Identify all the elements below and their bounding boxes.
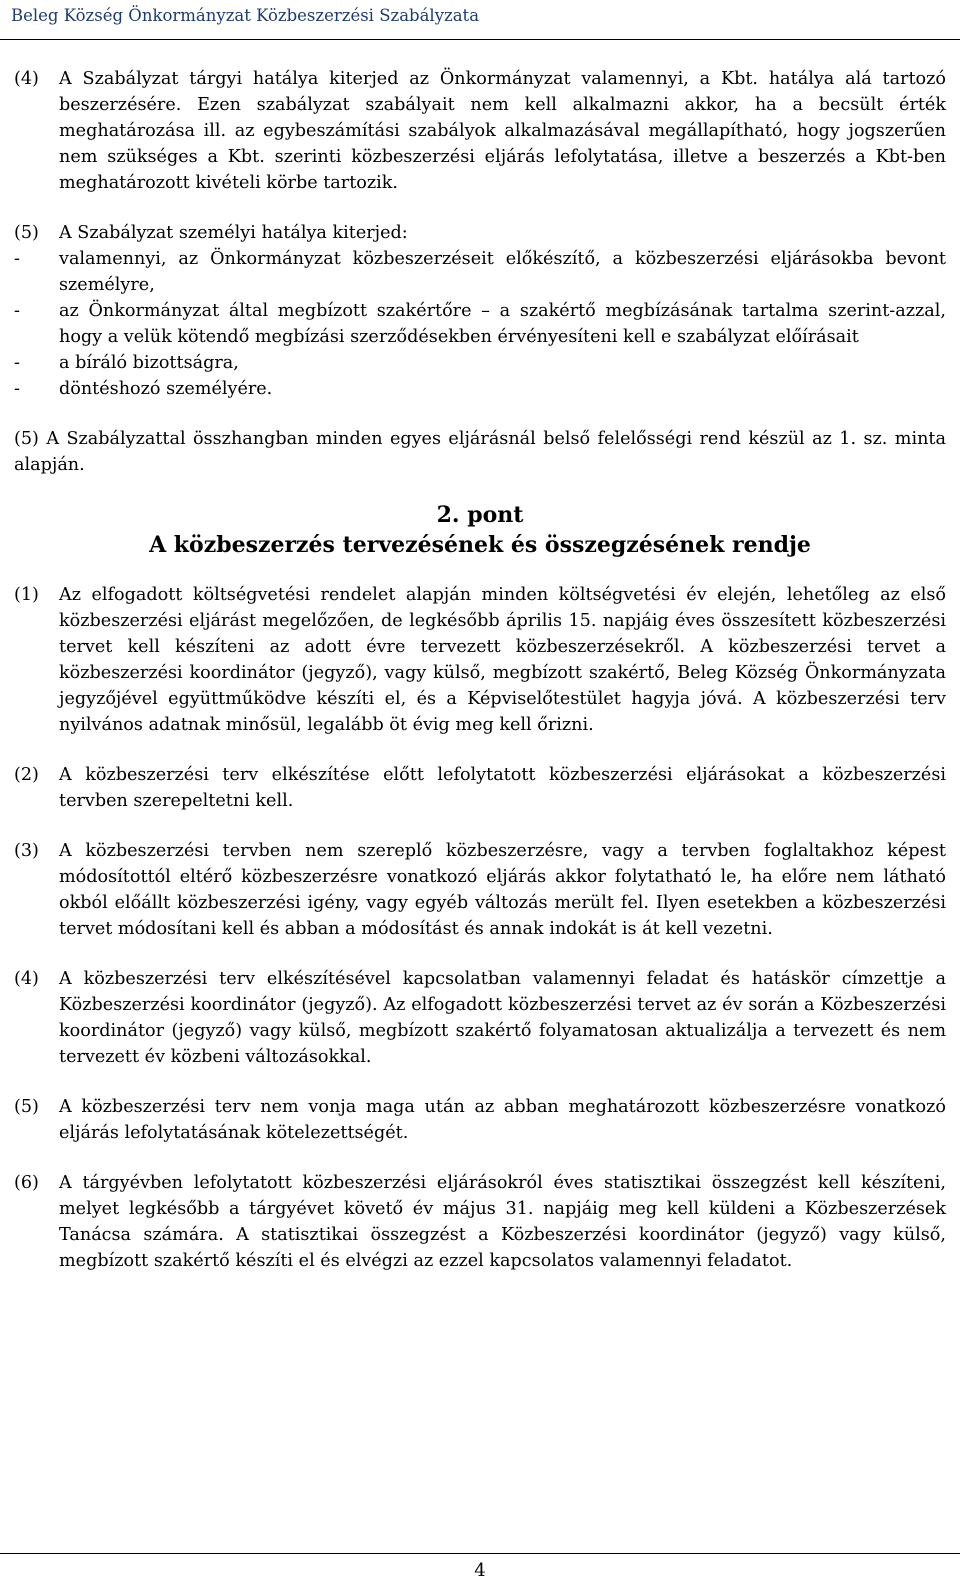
paragraph-number: (5) xyxy=(14,223,39,243)
page-number: 4 xyxy=(474,1560,486,1581)
paragraph-number: (6) xyxy=(14,1173,39,1193)
list-dash: - xyxy=(14,249,20,269)
section-title: A közbeszerzés tervezésének és összegzésének rendje xyxy=(149,532,811,558)
paragraph-text: A közbeszerzési tervben nem szereplő közbeszerzésre, vagy a tervben foglaltakhoz képest módosítottól eltérő közbeszerzésre vonatkozó eljárás akkor folytatható le, ha előre nem látható okból előállt közbeszerzési igény, vagy egyéb változás merült fel. Ilyen esetekben a közbeszerzési tervet módosítani kell és abban a módosítást és annak indokát is át kell vezetni. xyxy=(59,841,946,939)
list-item-text: valamennyi, az Önkormányzat közbeszerzéseit előkészítő, a közbeszerzési eljárásokba bevont személyre, xyxy=(59,249,946,295)
paragraph-text: A tárgyévben lefolytatott közbeszerzési eljárásokról éves statisztikai összegzést kell készíteni, melyet legkésőbb a tárgyévet követő év május 31. napjáig meg kell küldeni a Közbeszerzések Tanácsa számára. A statisztikai összegzést a Közbeszerzési koordinátor (jegyző) vagy külső, megbízott szakértő készíti el és elvégzi az ezzel kapcsolatos valamennyi feladatot. xyxy=(59,1173,946,1271)
paragraph-text: A Szabályzat tárgyi hatálya kiterjed az Önkormányzat valamennyi, a Kbt. hatálya alá tartozó beszerzésére. Ezen szabályzat szabályait nem kell alkalmazni akkor, ha a becsült érték meghatározása ill. az egybeszámítási szabályok alkalmazásával megállapítható, hogy jogszerűen nem szükséges a Kbt. szerinti közbeszerzési eljárás lefolytatása, illetve a beszerzés a Kbt-ben meghatározott kivételi körbe tartozik. xyxy=(59,69,946,193)
paragraph-number: (4) xyxy=(14,969,39,989)
list-item xyxy=(14,376,946,402)
section-paragraph-5 xyxy=(14,1094,946,1146)
list-item xyxy=(14,246,946,298)
paragraph-text: A közbeszerzési terv nem vonja maga után az abban meghatározott közbeszerzésre vonatkozó eljárás lefolytatásának kötelezettségét. xyxy=(59,1097,946,1143)
paragraph-text: A közbeszerzési terv elkészítésével kapcsolatban valamennyi feladat és hatáskör címzettje a Közbeszerzési koordinátor (jegyző). Az elfogadott közbeszerzési tervet az év során a Közbeszerzési koordinátor (jegyző) vagy külső, megbízott szakértő folyamatosan aktualizálja a tervezett és nem tervezett év közbeni változásokkal. xyxy=(59,969,946,1067)
paragraph-text: A közbeszerzési terv elkészítése előtt lefolytatott közbeszerzési eljárásokat a közbeszerzési tervben szerepeltetni kell. xyxy=(59,765,946,811)
paragraph-number: (3) xyxy=(14,841,39,861)
paragraph-number: (2) xyxy=(14,765,39,785)
page-header xyxy=(0,0,960,40)
list-item-text: a bíráló bizottságra, xyxy=(59,353,239,373)
section-paragraph-6 xyxy=(14,1170,946,1274)
paragraph-4 xyxy=(14,66,946,196)
page-footer xyxy=(0,1553,960,1592)
paragraph-number: (5) xyxy=(14,1097,39,1117)
section-paragraph-4 xyxy=(14,966,946,1070)
list-dash: - xyxy=(14,301,20,321)
section-paragraph-2 xyxy=(14,762,946,814)
list-dash: - xyxy=(14,379,20,399)
document-body xyxy=(14,66,946,1274)
paragraph-text: Az elfogadott költségvetési rendelet alapján minden költségvetési év elején, lehetőleg az első közbeszerzési eljárást megelőzően, de legkésőbb április 15. napjáig éves összesített közbeszerzési tervet kell készíteni az adott évre tervezett közbeszerzésekről. A közbeszerzési tervet a közbeszerzési koordinátor (jegyző), vagy külső, megbízott szakértő, Beleg Község Önkormányzata jegyzőjével együttműködve készíti el, és a Képviselőtestület hagyja jóvá. A közbeszerzési terv nyilvános adatnak minősül, legalább öt évig meg kell őrizni. xyxy=(59,585,946,735)
paragraph-5b: (5) A Szabályzattal összhangban minden egyes eljárásnál belső felelősségi rend készül az 1. sz. minta alapján. xyxy=(14,429,946,475)
scope-list xyxy=(14,246,946,402)
list-item xyxy=(14,298,946,350)
paragraph-number: (4) xyxy=(14,69,39,89)
paragraph-number: (1) xyxy=(14,585,39,605)
document-title: Beleg Község Önkormányzat Közbeszerzési Szabályzata xyxy=(11,6,480,25)
section-number: 2. pont xyxy=(436,502,524,528)
section-paragraph-1 xyxy=(14,582,946,738)
list-item xyxy=(14,350,946,376)
list-item-text: az Önkormányzat által megbízott szakértőre – a szakértő megbízásának tartalma szerint-azzal, hogy a velük kötendő megbízási szerződésekben érvényesíteni kell e szabályzat előírásait xyxy=(59,301,946,347)
list-item-text: döntéshozó személyére. xyxy=(59,379,273,399)
list-dash: - xyxy=(14,353,20,373)
paragraph-5 xyxy=(14,220,946,246)
paragraph-text: A Szabályzat személyi hatálya kiterjed: xyxy=(59,223,408,243)
section-paragraph-3 xyxy=(14,838,946,942)
